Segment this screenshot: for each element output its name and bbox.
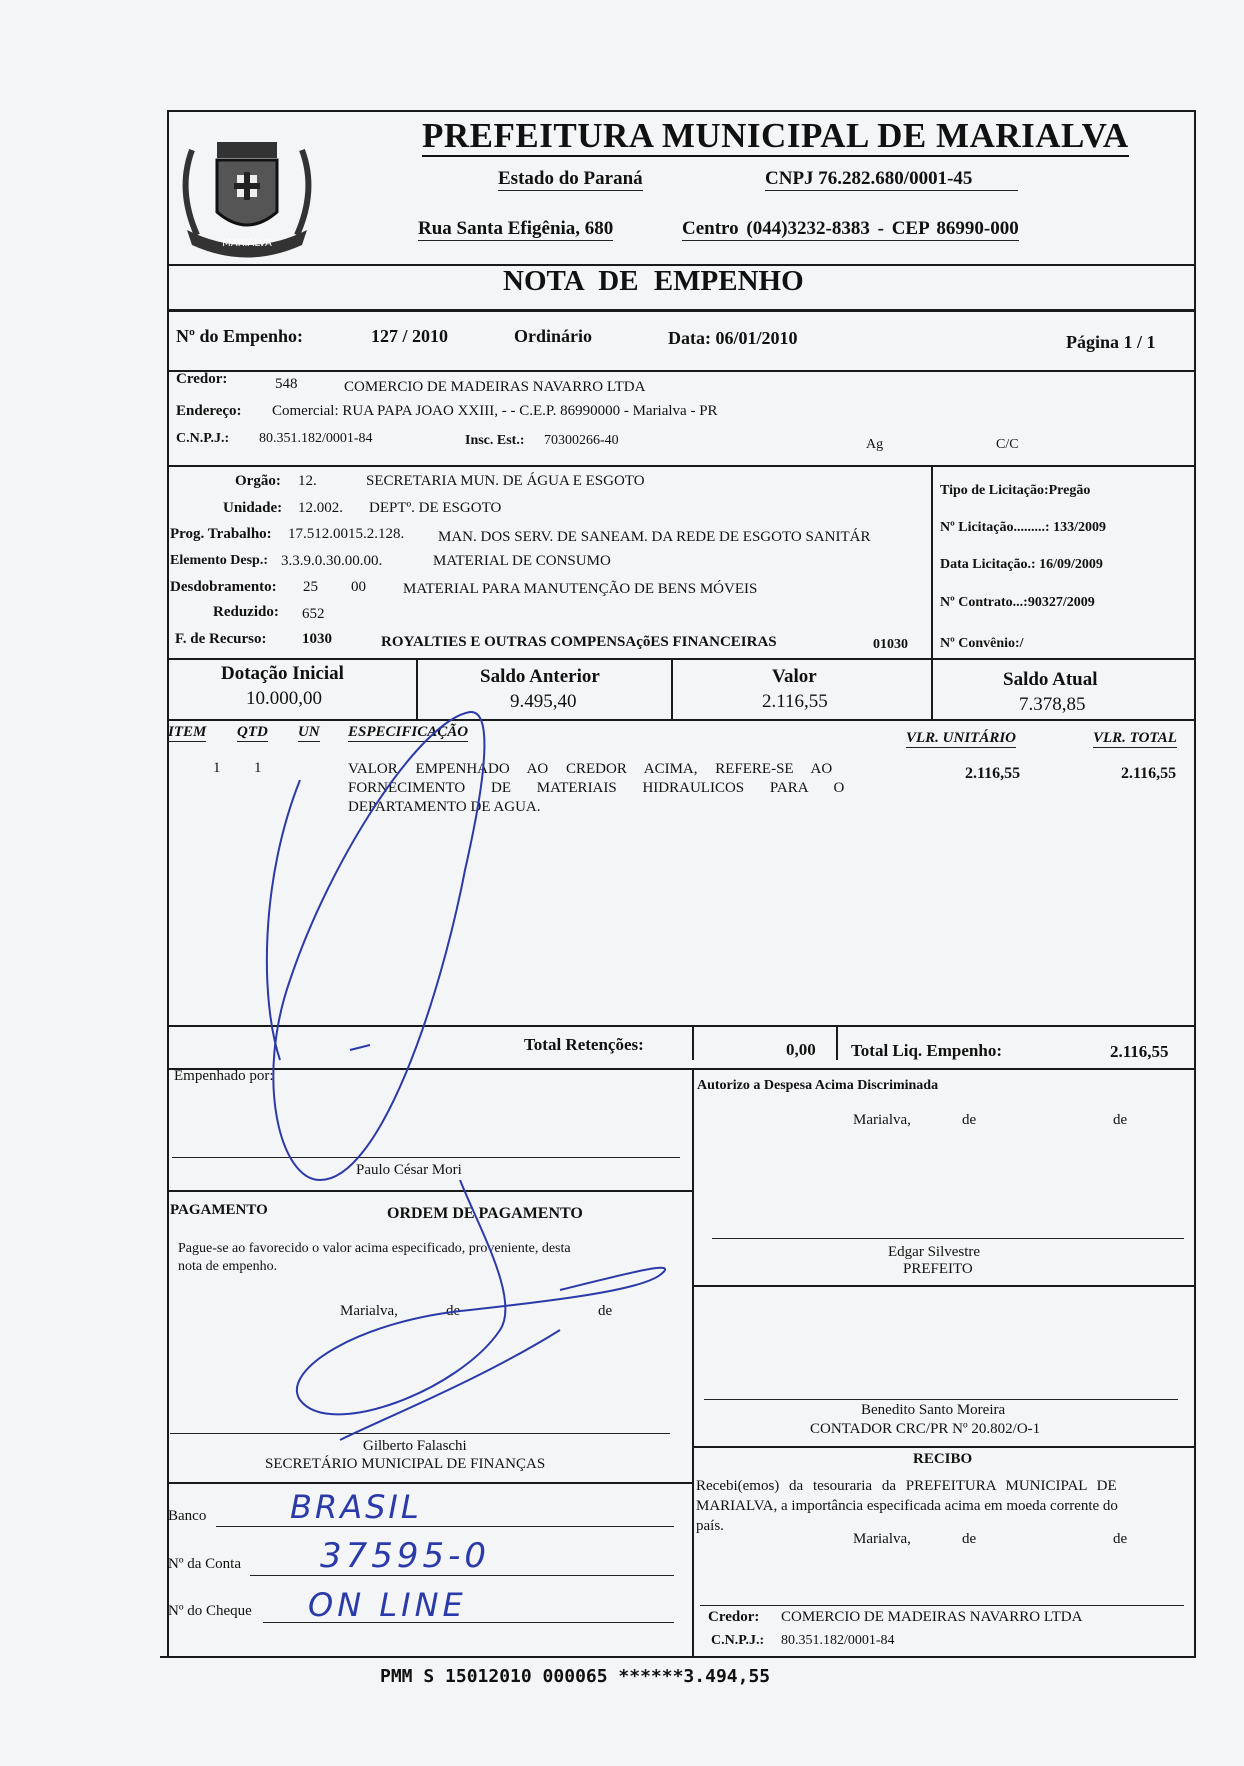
row-item: 1 [213,760,221,776]
dotacao-inicial-label: Dotação Inicial [221,663,344,684]
reduzido-value: 652 [302,606,325,622]
endereco-label: Endereço: [176,403,242,419]
municipality-title: PREFEITURA MUNICIPAL DE MARIALVA [422,116,1129,155]
pagamento-de2: de [598,1303,613,1319]
desdob-b: 00 [351,579,366,595]
saldo-anterior-label: Saldo Anterior [480,666,600,687]
recurso-code2: 01030 [873,637,908,652]
autorizo-de1: de [962,1112,977,1128]
state-name: Estado do Paraná [498,168,643,189]
pagamento-text1: Pague-se ao favorecido o valor acima especificado, proveniente, desta [178,1241,571,1256]
unidade-name: DEPTº. DE ESGOTO [369,500,502,516]
unidade-label: Unidade: [223,500,283,516]
contador-name: Benedito Santo Moreira [861,1402,1006,1418]
recibo-credor-name: COMERCIO DE MADEIRAS NAVARRO LTDA [781,1609,1083,1625]
saldo-anterior-value: 9.495,40 [510,691,577,712]
dotacao-inicial-value: 10.000,00 [246,688,322,709]
banco-value: BRASIL [290,1488,422,1526]
valor-value: 2.116,55 [762,691,828,712]
elemento-label: Elemento Desp.: [170,553,268,568]
footer-stamp: PMM S 15012010 000065 ******3.494,55 [380,1666,771,1687]
desdob-a: 25 [303,579,318,595]
licitacao-convenio: Nº Convênio:/ [940,636,1024,651]
desdob-name: MATERIAL PARA MANUTENÇÃO DE BENS MÓVEIS [403,581,758,597]
recibo-de1: de [962,1531,977,1547]
credor-code: 548 [275,376,298,392]
recibo-city: Marialva, [853,1531,911,1547]
cnpj-label: C.N.P.J.: [176,431,230,446]
licitacao-contrato: Nº Contrato...:90327/2009 [940,595,1095,610]
recibo-cnpj: 80.351.182/0001-84 [781,1633,895,1648]
empenho-type: Ordinário [514,326,593,346]
elemento-code: 3.3.9.0.30.00.00. [281,553,383,569]
reduzido-label: Reduzido: [213,604,279,620]
contador-role: CONTADOR CRC/PR Nº 20.802/O-1 [810,1421,1041,1437]
row-total: 2.116,55 [1121,765,1177,782]
conta-label: Nº da Conta [168,1556,241,1572]
elemento-name: MATERIAL DE CONSUMO [433,553,611,569]
prefeito-name: Edgar Silvestre [888,1244,981,1260]
cheque-label: Nº do Cheque [168,1603,252,1619]
empenhado-label: Empenhado por: [174,1068,274,1084]
licitacao-numero: Nº Licitação.........: 133/2009 [940,520,1106,535]
pagamento-label: PAGAMENTO [170,1202,268,1218]
ag-label: Ag [866,437,884,452]
secretario-role: SECRETÁRIO MUNICIPAL DE FINANÇAS [265,1456,546,1472]
cc-label: C/C [996,437,1019,452]
empenho-date: Data: 06/01/2010 [668,328,798,348]
secretario-name: Gilberto Falaschi [363,1438,467,1454]
prog-code: 17.512.0015.2.128. [288,526,405,542]
ordem-pagamento-label: ORDEM DE PAGAMENTO [387,1205,583,1222]
recibo-credor-label: Credor: [708,1609,760,1625]
row-spec-line1: VALOR EMPENHADO AO CREDOR ACIMA, REFERE-SE AO [348,761,833,777]
col-total: VLR. TOTAL [1093,730,1177,746]
empenhado-signer: Paulo César Mori [356,1162,462,1178]
page-number: Página 1 / 1 [1066,332,1156,352]
recibo-text1: Recebi(emos) da tesouraria da PREFEITURA MUNICIPAL DE [696,1478,1117,1494]
conta-value: 37595-0 [320,1536,491,1576]
banco-label: Banco [168,1508,207,1524]
saldo-atual-value: 7.378,85 [1019,694,1086,715]
recibo-text2: MARIALVA, a importância especificada acima em moeda corrente do [696,1498,1118,1514]
credor-address: Comercial: RUA PAPA JOAO XXIII, - - C.E.P. 86990000 - Marialva - PR [272,403,718,419]
valor-label: Valor [772,666,817,687]
pagamento-city: Marialva, [340,1303,398,1319]
credor-label: Credor: [176,371,228,387]
licitacao-data: Data Licitação.: 16/09/2009 [940,557,1103,572]
retencoes-label: Total Retenções: [524,1035,644,1054]
row-unit: 2.116,55 [965,765,1021,782]
cheque-value: ON LINE [308,1586,467,1624]
prog-name: MAN. DOS SERV. DE SANEAM. DA REDE DE ESGOTO SANITÁR [438,529,871,545]
empenho-label: Nº do Empenho: [176,326,303,346]
retencoes-value: 0,00 [786,1040,816,1059]
insc-value: 70300266-40 [544,433,619,448]
recurso-name: ROYALTIES E OUTRAS COMPENSAçõES FINANCEIRAS [381,634,777,650]
saldo-atual-label: Saldo Atual [1003,669,1098,690]
recibo-label: RECIBO [913,1451,973,1467]
prog-label: Prog. Trabalho: [170,526,272,542]
header-address: Rua Santa Efigênia, 680 [418,218,614,239]
recurso-code: 1030 [302,631,332,647]
col-qtd: QTD [237,724,268,740]
header-contact: Centro (044)3232-8383 - CEP 86990-000 [682,218,1019,239]
recibo-cnpj-label: C.N.P.J.: [711,1633,765,1648]
orgao-code: 12. [298,473,317,489]
autorizo-de2: de [1113,1112,1128,1128]
pagamento-de1: de [446,1303,461,1319]
recibo-text3: país. [696,1518,724,1534]
credor-cnpj: 80.351.182/0001-84 [259,431,373,446]
autorizo-label: Autorizo a Despesa Acima Discriminada [697,1078,939,1093]
orgao-label: Orgão: [235,473,281,489]
recibo-de2: de [1113,1531,1128,1547]
prefeito-role: PREFEITO [903,1261,973,1277]
col-un: UN [298,724,320,740]
crest-text: MARIALVA [222,238,272,249]
liq-value: 2.116,55 [1110,1042,1169,1061]
row-spec-line2: FORNECIMENTO DE MATERIAIS HIDRAULICOS PARA O [348,780,845,796]
document-title: NOTA DE EMPENHO [503,265,804,297]
orgao-name: SECRETARIA MUN. DE ÁGUA E ESGOTO [366,473,645,489]
liq-label: Total Liq. Empenho: [851,1041,1002,1060]
empenho-number: 127 / 2010 [371,326,449,346]
recurso-label: F. de Recurso: [175,631,267,647]
col-item: ITEM [168,724,207,740]
credor-name: COMERCIO DE MADEIRAS NAVARRO LTDA [344,379,646,395]
pagamento-text2: nota de empenho. [178,1259,278,1274]
unidade-code: 12.002. [298,500,343,516]
row-qtd: 1 [254,760,262,776]
desdob-label: Desdobramento: [170,579,277,595]
autorizo-city: Marialva, [853,1112,911,1128]
header-cnpj: CNPJ 76.282.680/0001-45 [765,168,1018,191]
insc-label: Insc. Est.: [465,433,525,448]
licitacao-tipo: Tipo de Licitação:Pregão [940,483,1091,498]
col-unit: VLR. UNITÁRIO [906,730,1017,746]
row-spec-line3: DEPARTAMENTO DE AGUA. [348,799,541,815]
col-spec: ESPECIFICAÇÃO [348,724,469,740]
